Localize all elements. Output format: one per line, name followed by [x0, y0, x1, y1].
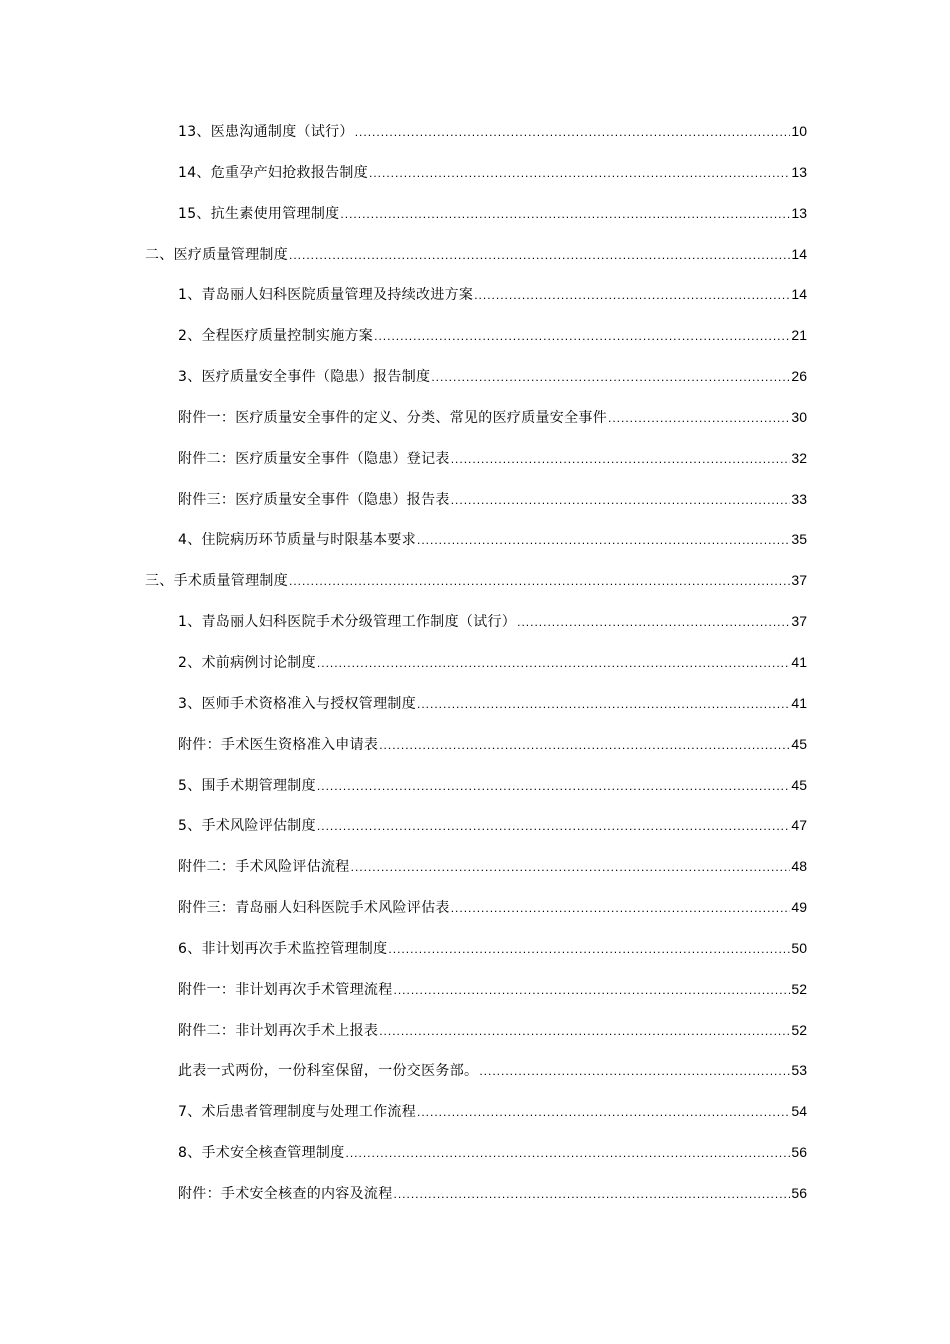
toc-entry[interactable]	[178, 1050, 807, 1091]
toc-entry-title: 15、抗生素使用管理制度	[178, 205, 340, 222]
toc-page-number: 45	[791, 735, 807, 752]
toc-page-number: 48	[791, 858, 807, 875]
toc-dot-leader	[369, 153, 790, 194]
toc-entry[interactable]	[178, 846, 807, 887]
toc-entry-title: 附件二：医疗质量安全事件（隐患）登记表	[178, 450, 450, 467]
toc-entry[interactable]	[178, 805, 807, 846]
toc-entry[interactable]	[178, 519, 807, 560]
toc-entry-title: 附件二：手术风险评估流程	[178, 859, 350, 876]
toc-page-number: 26	[791, 368, 807, 385]
toc-entry[interactable]	[178, 1173, 807, 1214]
toc-dot-leader	[394, 1174, 791, 1215]
toc-entry-title: 5、围手术期管理制度	[178, 777, 316, 794]
toc-entry-title: 附件一：医疗质量安全事件的定义、分类、常见的医疗质量安全事件	[178, 409, 607, 426]
toc-entry-title: 6、非计划再次手术监控管理制度	[178, 940, 388, 957]
toc-entry[interactable]	[178, 152, 807, 193]
toc-entry-title: 14、危重孕产妇抢救报告制度	[178, 164, 369, 181]
toc-dot-leader	[379, 1011, 790, 1052]
toc-dot-leader	[451, 439, 791, 480]
toc-dot-leader	[379, 725, 790, 766]
toc-entry-title: 1、青岛丽人妇科医院手术分级管理工作制度（试行）	[178, 614, 517, 631]
toc-dot-leader	[388, 929, 790, 970]
toc-dot-leader	[351, 847, 791, 888]
toc-dot-leader	[346, 1133, 791, 1174]
toc-entry[interactable]	[178, 274, 807, 315]
toc-entry[interactable]	[178, 397, 807, 438]
toc-page-number: 14	[791, 286, 807, 303]
toc-entry[interactable]	[178, 765, 807, 806]
toc-entry-title: 三、手术质量管理制度	[145, 573, 288, 590]
toc-page-number: 56	[791, 1184, 807, 1201]
toc-dot-leader	[289, 235, 790, 276]
toc-entry[interactable]	[178, 724, 807, 765]
toc-entry[interactable]	[178, 887, 807, 928]
toc-entry[interactable]	[178, 111, 807, 152]
toc-dot-leader	[394, 970, 791, 1011]
toc-dot-leader	[374, 316, 790, 357]
toc-entry-title: 13、医患沟通制度（试行）	[178, 124, 354, 140]
toc-page-number: 41	[791, 694, 807, 711]
toc-section-entry[interactable]	[145, 560, 807, 601]
toc-entry[interactable]	[178, 315, 807, 356]
toc-page-number: 52	[791, 980, 807, 997]
toc-entry[interactable]	[178, 601, 807, 642]
toc-entry-title: 7、术后患者管理制度与处理工作流程	[178, 1104, 417, 1121]
toc-dot-leader	[317, 806, 791, 847]
toc-entry-title: 此表一式两份，一份科室保留，一份交医务部。	[178, 1063, 479, 1080]
toc-dot-leader	[451, 888, 791, 929]
toc-page-number: 10	[791, 123, 807, 139]
toc-entry[interactable]	[178, 928, 807, 969]
toc-dot-leader	[474, 275, 790, 316]
toc-entry-title: 3、医疗质量安全事件（隐患）报告制度	[178, 369, 431, 386]
toc-entry[interactable]	[178, 193, 807, 234]
toc-dot-leader	[517, 602, 790, 643]
toc-entry[interactable]	[178, 683, 807, 724]
toc-entry-title: 5、手术风险评估制度	[178, 818, 316, 835]
toc-entry-title: 2、全程医疗质量控制实施方案	[178, 328, 374, 345]
toc-entry[interactable]	[178, 1091, 807, 1132]
toc-entry[interactable]	[178, 479, 807, 520]
toc-page-number: 32	[791, 449, 807, 466]
toc-page-number: 45	[791, 776, 807, 793]
toc-entry[interactable]	[178, 356, 807, 397]
toc-entry[interactable]	[178, 1010, 807, 1051]
table-of-contents	[0, 111, 950, 1214]
toc-entry-title: 附件三：青岛丽人妇科医院手术风险评估表	[178, 900, 450, 917]
toc-dot-leader	[608, 398, 790, 439]
toc-dot-leader	[417, 1092, 790, 1133]
toc-page-number: 52	[791, 1021, 807, 1038]
toc-dot-leader	[451, 480, 791, 521]
toc-dot-leader	[479, 1051, 790, 1092]
toc-page-number: 37	[791, 613, 807, 630]
toc-entry-title: 二、医疗质量管理制度	[145, 246, 288, 263]
toc-page-number: 47	[791, 817, 807, 834]
toc-entry-title: 8、手术安全核查管理制度	[178, 1145, 345, 1162]
toc-dot-leader	[289, 561, 790, 602]
toc-page-number: 21	[791, 327, 807, 344]
toc-entry-title: 附件二：非计划再次手术上报表	[178, 1022, 379, 1039]
toc-page-number: 13	[791, 204, 807, 221]
toc-dot-leader	[317, 766, 791, 807]
toc-entry[interactable]	[178, 1132, 807, 1173]
toc-dot-leader	[417, 520, 790, 561]
toc-page-number: 14	[791, 245, 807, 262]
toc-page-number: 13	[791, 163, 807, 180]
toc-page-number: 50	[791, 939, 807, 956]
toc-dot-leader	[355, 112, 791, 153]
toc-entry-title: 附件三：医疗质量安全事件（隐患）报告表	[178, 491, 450, 508]
toc-page-number: 41	[791, 653, 807, 670]
toc-page-number: 30	[791, 408, 807, 425]
toc-section-entry[interactable]	[145, 234, 807, 275]
toc-dot-leader	[317, 643, 791, 684]
toc-page-number: 33	[791, 490, 807, 507]
toc-entry[interactable]	[178, 969, 807, 1010]
toc-page-number: 54	[791, 1103, 807, 1120]
toc-page-number: 35	[791, 531, 807, 548]
toc-entry-title: 1、青岛丽人妇科医院质量管理及持续改进方案	[178, 287, 474, 304]
toc-dot-leader	[431, 357, 790, 398]
toc-entry-title: 2、术前病例讨论制度	[178, 654, 316, 671]
toc-dot-leader	[417, 684, 790, 725]
toc-page-number: 56	[791, 1144, 807, 1161]
toc-entry-title: 附件：手术医生资格准入申请表	[178, 736, 379, 753]
toc-entry-title: 附件一：非计划再次手术管理流程	[178, 981, 393, 998]
toc-page-number: 49	[791, 899, 807, 916]
toc-entry-title: 4、住院病历环节质量与时限基本要求	[178, 532, 417, 549]
toc-page-number: 53	[791, 1062, 807, 1079]
toc-entry[interactable]	[178, 642, 807, 683]
toc-page-number: 37	[791, 572, 807, 589]
toc-dot-leader	[340, 194, 790, 235]
toc-entry-title: 3、医师手术资格准入与授权管理制度	[178, 695, 417, 712]
toc-entry[interactable]	[178, 438, 807, 479]
toc-entry-title: 附件：手术安全核查的内容及流程	[178, 1185, 393, 1202]
